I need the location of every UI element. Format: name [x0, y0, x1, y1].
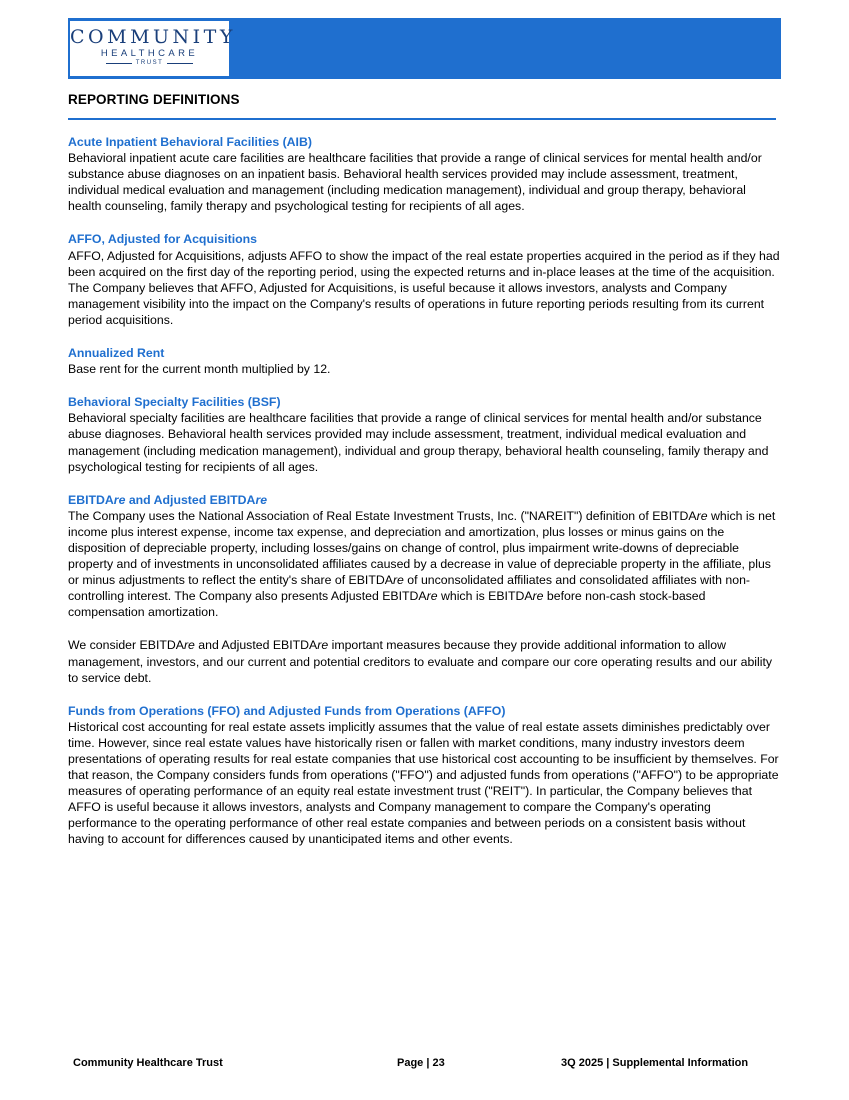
- definition-bsf: [68, 394, 780, 474]
- body-italic: re: [317, 638, 329, 653]
- definition-body: Behavioral inpatient acute care facilities are healthcare facilities that provide a range of clinical services for mental health and/or substance abuse diagnoses on an inpatient basis. Behavioral health services provided may include assessment, treatment, individual medical evaluation and management (including medication management), individual and group therapy, behavioral health counseling, family therapy and psychological testing for recipients of all ages.: [68, 151, 762, 214]
- footer-page-number: Page | 23: [397, 1057, 445, 1069]
- definition-body-paragraph-2: [68, 637, 780, 685]
- definition-title: AFFO, Adjusted for Acquisitions: [68, 232, 258, 247]
- definition-ffo-affo: [68, 703, 780, 848]
- definition-body: Behavioral specialty facilities are healthcare facilities that provide a range of clinical services for mental health and/or substance abuse diagnoses. Behavioral health services provided may include assessment, treatment, individual medical evaluation and management (including medication management), individual and group therapy, behavioral health counseling, family therapy and psychological testing for recipients of all ages.: [68, 411, 769, 474]
- logo-rule-left: [106, 63, 132, 64]
- definition-body: AFFO, Adjusted for Acquisitions, adjusts AFFO to show the impact of the real estate properties acquired in the period as if they had been acquired on the first day of the reporting period, using the expected returns and in-place leases at the time of the acquisition. The Company believes that AFFO, Adjusted for Acquisitions, is useful because it allows investors, analysts and Company management visibility into the impact on the Company's results of operations in future reporting periods resulting from its current period acquisitions.: [68, 248, 780, 327]
- definition-body: Base rent for the current month multiplied by 12.: [68, 362, 331, 377]
- body-part: which is net income plus interest expense, income tax expense, and depreciation and amortization, plus losses or minus gains on the disposition of depreciable property, including losses/gains on change of control, plus impairment write-downs of depreciable property and of investments in unconsolidated affiliates caused by a decrease in value of depreciable property in the affiliate, plus or minus adjustments to reflect the entity's share of EBITDA: [68, 508, 776, 588]
- body-part: important measures because they provide additional information to allow management, investors, and our current and potential creditors to evaluate and compare our core operating results and our ability to service debt.: [68, 638, 773, 685]
- definition-title: Annualized Rent: [68, 346, 165, 361]
- definition-title: Acute Inpatient Behavioral Facilities (AIB): [68, 135, 312, 149]
- body-part: We consider EBITDA: [68, 638, 184, 653]
- logo-trust-line: [70, 59, 229, 68]
- footer-report-title: 3Q 2025 | Supplemental Information: [561, 1057, 749, 1069]
- body-part: The Company uses the National Association of Real Estate Investment Trusts, Inc. ("NAREIT") definition of EBITDA: [68, 508, 697, 523]
- body-part: and Adjusted EBITDA: [194, 638, 318, 653]
- body-italic: re: [696, 508, 708, 523]
- logo-trust-text: TRUST: [135, 60, 164, 66]
- title-italic: re: [113, 492, 126, 507]
- page-title: REPORTING DEFINITIONS: [68, 92, 240, 107]
- definition-affo-adjusted: [68, 231, 780, 328]
- footer-company-name: Community Healthcare Trust: [73, 1057, 223, 1069]
- body-italic: re: [426, 589, 438, 604]
- definition-body: Historical cost accounting for real estate assets implicitly assumes that the value of real estate assets diminishes predictably over time. However, since real estate values have historically risen or fallen with market conditions, many industry investors deem presentations of operating results for real estate companies that use historical cost accounting to be insufficient by themselves. For that reason, the Company considers funds from operations ("FFO") and adjusted funds from operations ("AFFO") to be appropriate measures of operating performance of an equity real estate investment trust ("REIT"). In particular, the Company believes that AFFO is useful because it allows investors, analysts and Company management to compare the Company's operating performance to the operating performance of other real estate companies and between periods on a consistent basis without having to account for differences caused by unanticipated items and other events.: [68, 719, 779, 847]
- body-italic: re: [532, 589, 544, 604]
- logo-sub-text: HEALTHCARE: [100, 48, 199, 59]
- title-part: and Adjusted EBITDA: [125, 492, 256, 507]
- heading-divider: [68, 118, 776, 120]
- title-part: EBITDA: [68, 492, 114, 507]
- company-logo: [70, 21, 236, 76]
- definition-body: [68, 508, 780, 621]
- body-part: which is EBITDA: [437, 589, 533, 604]
- body-part: before non-cash stock-based compensation amortization.: [68, 589, 706, 620]
- body-italic: re: [183, 638, 195, 653]
- definition-title: [68, 492, 780, 508]
- definition-title: Behavioral Specialty Facilities (BSF): [68, 395, 281, 410]
- logo-main-text: COMMUNITY: [70, 26, 236, 48]
- definition-ebitdare: [68, 492, 780, 686]
- definition-aib: [68, 134, 780, 214]
- body-italic: re: [392, 573, 404, 588]
- body-part: of unconsolidated affiliates and consolidated affiliates with non-controlling interest. The Company also presents Adjusted EBITDA: [68, 573, 751, 604]
- title-italic: re: [255, 492, 268, 507]
- definitions-content: [68, 134, 780, 865]
- logo-rule-right: [167, 63, 193, 64]
- definition-annualized-rent: [68, 345, 780, 377]
- definition-title: Funds from Operations (FFO) and Adjusted Funds from Operations (AFFO): [68, 703, 506, 718]
